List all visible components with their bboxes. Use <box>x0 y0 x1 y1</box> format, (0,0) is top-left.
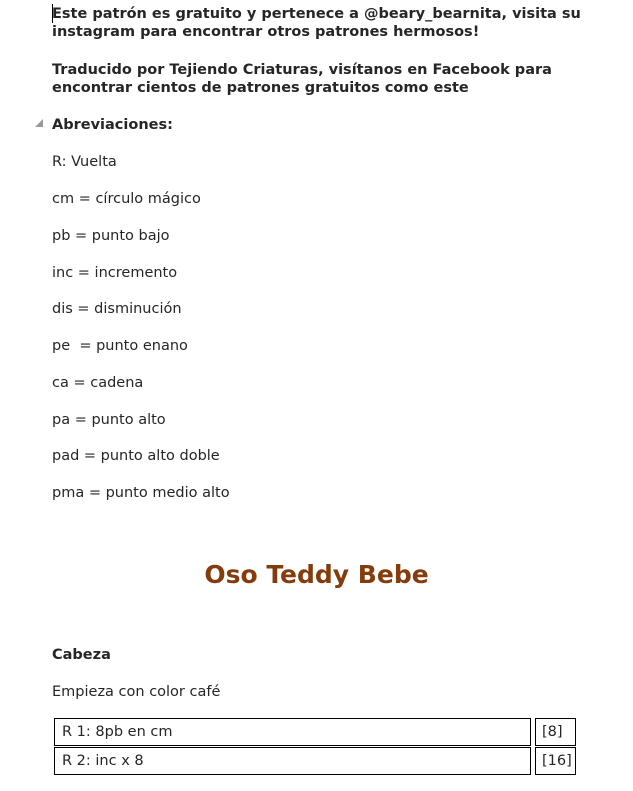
translation-line-1: Traducido por Tejiendo Criaturas, visítanos en Facebook para <box>52 62 552 78</box>
abbreviation-item: pma = punto medio alto <box>52 485 230 501</box>
abbreviation-item: R: Vuelta <box>52 154 117 170</box>
intro-line-2: instagram para encontrar otros patrones hermosos! <box>52 24 480 40</box>
stitch-count: [8] <box>535 718 576 746</box>
stitch-count: [16] <box>535 747 576 775</box>
abbreviations-heading: Abreviaciones: <box>52 117 173 133</box>
abbreviation-item: pb = punto bajo <box>52 228 170 244</box>
abbreviation-item: dis = disminución <box>52 301 182 317</box>
abbreviation-item: pe = punto enano <box>52 338 188 354</box>
pattern-title: Oso Teddy Bebe <box>204 560 429 589</box>
abbreviation-item: cm = círculo mágico <box>52 191 201 207</box>
abbreviation-item: inc = incremento <box>52 265 178 281</box>
collapse-heading-icon[interactable] <box>35 119 43 127</box>
translation-line-2: encontrar cientos de patrones gratuitos como este <box>52 80 469 96</box>
abbreviation-item: pad = punto alto doble <box>52 448 220 464</box>
intro-line-1: Este patrón es gratuito y pertenece a @beary_bearnita, visita su <box>52 6 581 22</box>
section-heading: Cabeza <box>52 647 111 663</box>
round-instruction: R 1: 8pb en cm <box>54 718 531 746</box>
round-instruction: R 2: inc x 8 <box>54 747 531 775</box>
section-intro: Empieza con color café <box>52 684 221 700</box>
abbreviation-item: ca = cadena <box>52 375 144 391</box>
abbreviation-item: pa = punto alto <box>52 412 166 428</box>
